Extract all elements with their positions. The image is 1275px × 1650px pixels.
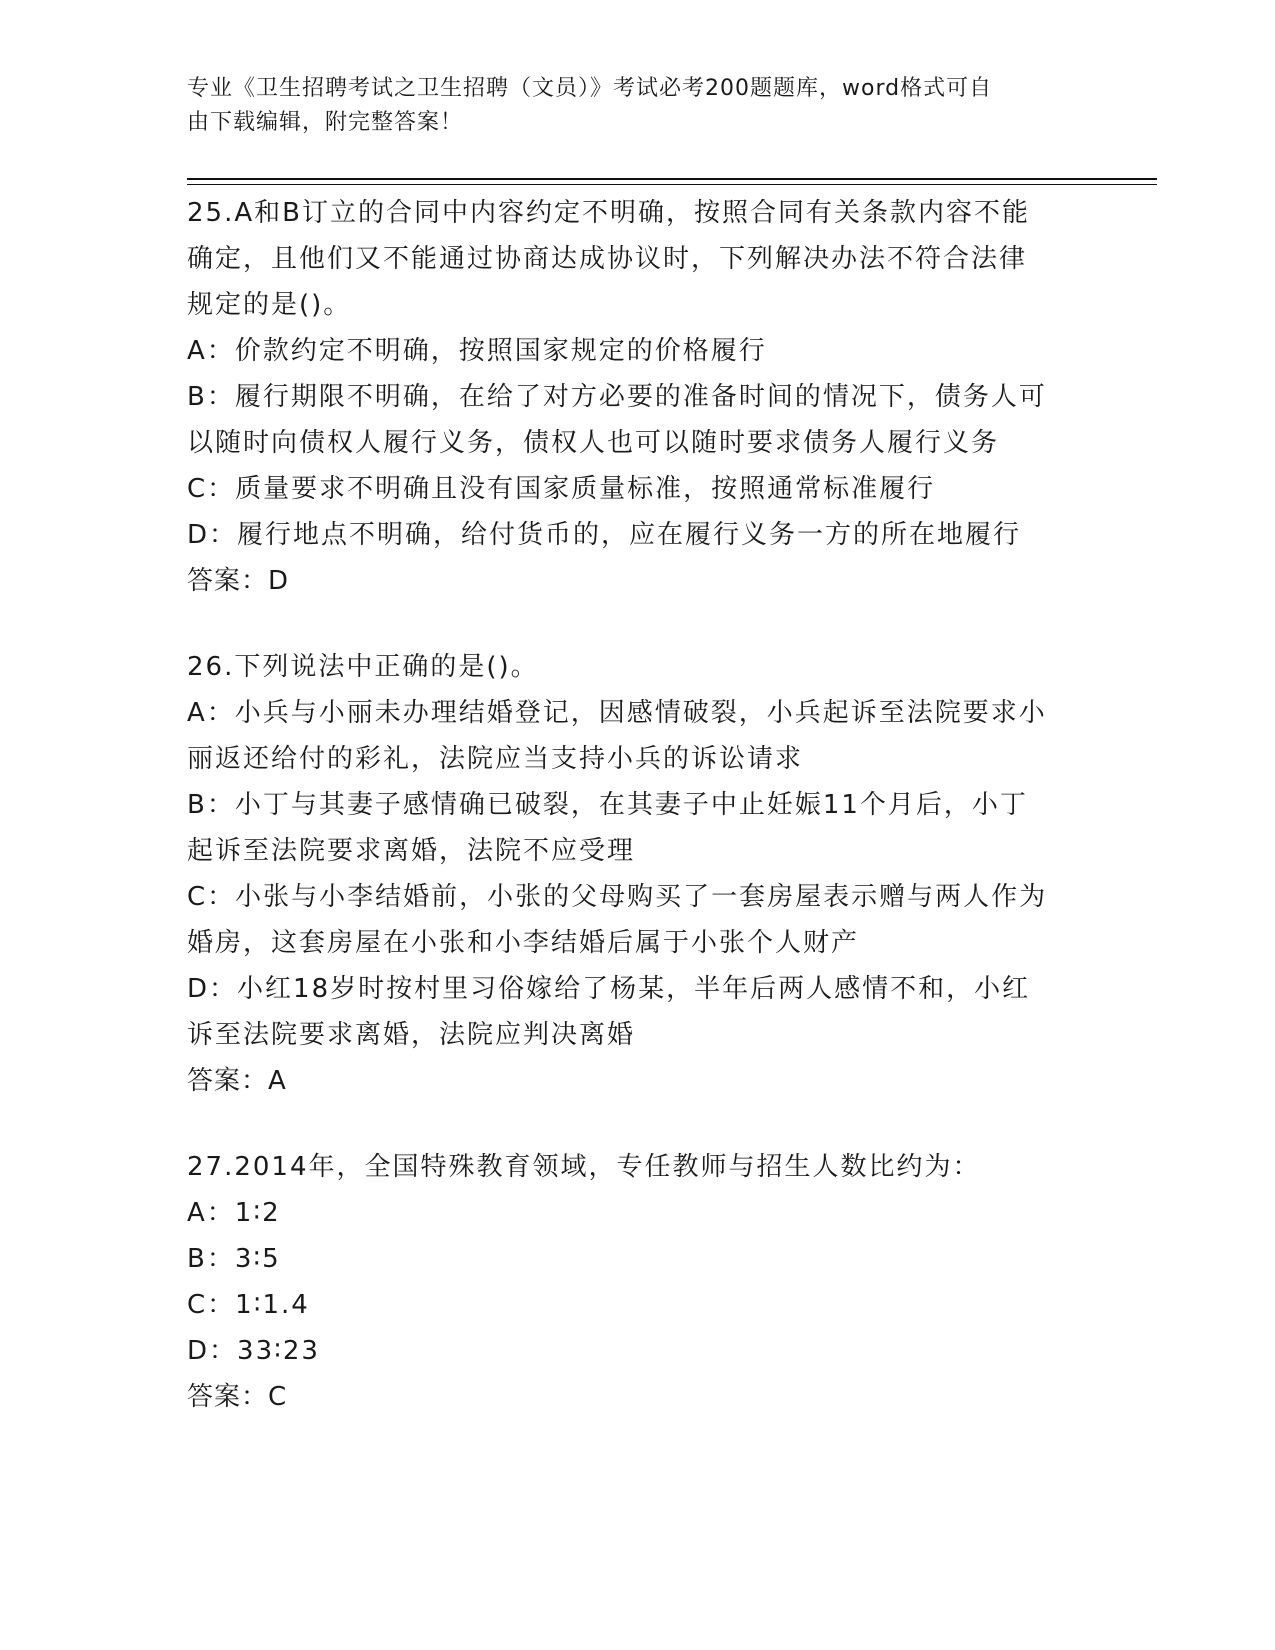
option-a: A：价款约定不明确，按照国家规定的价格履行 bbox=[187, 336, 767, 366]
option-d: D：33∶23 bbox=[187, 1336, 320, 1366]
question-stem-line: 规定的是()。 bbox=[187, 290, 352, 320]
option-b-continued: 起诉至法院要求离婚，法院不应受理 bbox=[187, 836, 636, 866]
option-b: B：履行期限不明确，在给了对方必要的准备时间的情况下，债务人可 bbox=[187, 382, 1047, 412]
question-25 bbox=[187, 190, 1087, 604]
option-b: B：小丁与其妻子感情确已破裂，在其妻子中止妊娠11个月后，小丁 bbox=[187, 790, 1028, 820]
question-26 bbox=[187, 644, 1087, 1104]
answer-line: 答案：C bbox=[187, 1382, 288, 1412]
question-27 bbox=[187, 1144, 1087, 1420]
question-stem-line: 27.2014年，全国特殊教育领域，专任教师与招生人数比约为： bbox=[187, 1152, 981, 1182]
question-stem-line: 25.A和B订立的合同中内容约定不明确，按照合同有关条款内容不能 bbox=[187, 198, 1030, 228]
option-a: A：1∶2 bbox=[187, 1198, 281, 1228]
option-a-continued: 丽返还给付的彩礼，法院应当支持小兵的诉讼请求 bbox=[187, 744, 804, 774]
option-b-continued: 以随时向债权人履行义务，债权人也可以随时要求债务人履行义务 bbox=[187, 428, 1000, 458]
header-divider-thick bbox=[187, 178, 1157, 180]
document-header bbox=[187, 72, 1067, 140]
option-c: C：1∶1.4 bbox=[187, 1290, 310, 1320]
option-d: D：小红18岁时按村里习俗嫁给了杨某，半年后两人感情不和，小红 bbox=[187, 974, 1031, 1004]
option-c-continued: 婚房，这套房屋在小张和小李结婚后属于小张个人财产 bbox=[187, 928, 860, 958]
header-line-2: 由下载编辑，附完整答案！ bbox=[187, 110, 464, 135]
question-stem-line: 26.下列说法中正确的是()。 bbox=[187, 652, 539, 682]
answer-line: 答案：D bbox=[187, 566, 290, 596]
option-c: C：质量要求不明确且没有国家质量标准，按照通常标准履行 bbox=[187, 474, 936, 504]
question-list bbox=[187, 190, 1087, 1460]
option-b: B：3∶5 bbox=[187, 1244, 281, 1274]
option-c: C：小张与小李结婚前，小张的父母购买了一套房屋表示赠与两人作为 bbox=[187, 882, 1048, 912]
header-line-1: 专业《卫生招聘考试之卫生招聘（文员）》考试必考200题题库，word格式可自 bbox=[187, 76, 993, 101]
header-divider-thin bbox=[187, 184, 1157, 185]
option-d-continued: 诉至法院要求离婚，法院应判决离婚 bbox=[187, 1020, 636, 1050]
question-stem-line: 确定，且他们又不能通过协商达成协议时，下列解决办法不符合法律 bbox=[187, 244, 1028, 274]
option-a: A：小兵与小丽未办理结婚登记，因感情破裂，小兵起诉至法院要求小 bbox=[187, 698, 1047, 728]
option-d: D：履行地点不明确，给付货币的，应在履行义务一方的所在地履行 bbox=[187, 520, 1022, 550]
answer-line: 答案：A bbox=[187, 1066, 287, 1096]
